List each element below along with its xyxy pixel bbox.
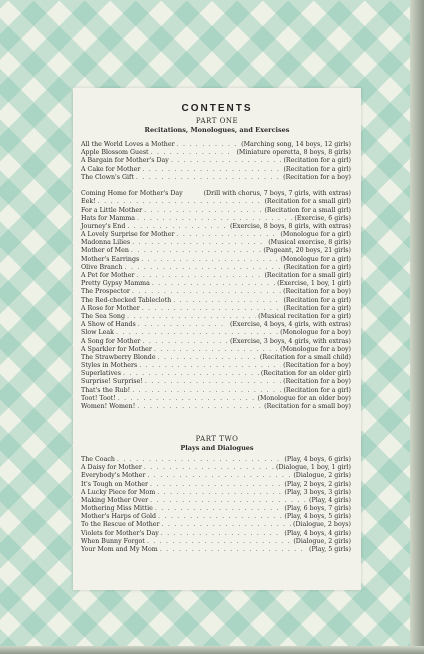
item-title: A Show of Hands (81, 321, 136, 329)
item-title: Everybody's Mother (81, 472, 146, 480)
dot-leader (162, 521, 292, 529)
dot-leader (98, 198, 263, 206)
item-description: (Recitation for a girl) (283, 304, 351, 312)
dot-leader (141, 256, 278, 264)
item-title: Mother's Earrings (81, 255, 140, 263)
list-item (81, 231, 351, 239)
list-item (81, 354, 351, 362)
item-title: Olive Branch (81, 263, 123, 271)
item-title: Slow Leak (81, 329, 114, 337)
list-item (81, 280, 351, 288)
list-item (81, 247, 351, 255)
dot-leader (144, 464, 274, 472)
item-description: (Recitation for a girl) (283, 296, 351, 304)
dot-leader (136, 272, 262, 280)
list-item (81, 472, 351, 480)
list-item (81, 497, 351, 505)
item-title: Surprise! Surprise! (81, 378, 143, 386)
list-item (81, 546, 351, 554)
list-item (81, 513, 351, 521)
list-item (81, 387, 351, 395)
list-item (81, 505, 351, 513)
list-item (81, 215, 351, 223)
dot-leader (160, 546, 307, 554)
dot-leader (173, 297, 281, 305)
item-title: Your Mom and My Mom (81, 546, 158, 554)
dot-leader (137, 215, 292, 223)
item-title: That's the Rub! (81, 386, 131, 394)
item-title: Mother of Men (81, 247, 129, 255)
dot-leader (144, 207, 262, 215)
dot-leader (132, 288, 281, 296)
list-item (81, 403, 351, 411)
list-item (81, 456, 351, 464)
item-description: (Recitation for a boy) (283, 378, 351, 386)
list-item (81, 198, 351, 206)
item-title: A Sparkler for Mother (81, 345, 152, 353)
dot-leader (157, 489, 282, 497)
dot-leader (177, 141, 240, 149)
part-one-label: PART ONE (195, 117, 239, 125)
item-title: When Bunny Forgot (81, 537, 145, 545)
item-title: To the Rescue of Mother (81, 521, 160, 529)
list-item (81, 223, 351, 231)
item-title: A Rose for Mother (81, 304, 140, 312)
list-item (81, 182, 351, 198)
item-description: (Dialogue, 2 boys) (293, 521, 351, 529)
item-description: (Play, 4 boys, 5 girls) (284, 513, 351, 521)
list-item (81, 346, 351, 354)
item-title: The Sea Song (81, 312, 125, 320)
dot-leader (117, 456, 282, 464)
dot-leader (158, 513, 282, 521)
dot-leader (137, 403, 262, 411)
dot-leader (118, 395, 256, 403)
item-title: Mothering Miss Mittie (81, 505, 153, 513)
item-title: A Cake for Mother (81, 165, 141, 173)
dot-leader (158, 354, 258, 362)
part-two-list (81, 456, 351, 554)
list-item (81, 272, 351, 280)
item-description: (Play, 6 boys, 7 girls) (284, 505, 351, 513)
list-item (81, 174, 351, 182)
item-title: Mother's Harps of Gold (81, 513, 157, 521)
item-description: (Exercise, 8 boys, 8 girls, with extras) (229, 222, 351, 230)
item-description: (Exercise, 6 girls) (294, 214, 351, 222)
dot-leader (150, 497, 307, 505)
item-title: It's Tough on Mother (81, 480, 149, 488)
list-item (81, 378, 351, 386)
dot-leader (123, 370, 259, 378)
item-description: (Play, 4 boys, 4 girls) (284, 529, 351, 537)
item-description: (Recitation for an older girl) (260, 370, 351, 378)
item-title: A Song for Mother (81, 337, 141, 345)
list-item (81, 370, 351, 378)
dot-leader (152, 280, 275, 288)
list-item (81, 149, 351, 157)
item-description: (Monologue for a boy) (280, 345, 351, 353)
item-description: (Play, 2 boys, 2 girls) (284, 480, 351, 488)
list-item (81, 141, 351, 149)
list-item (81, 489, 351, 497)
item-title: A Daisy for Mother (81, 464, 142, 472)
item-title: Violets for Mother's Day (81, 529, 159, 537)
dot-leader (145, 378, 281, 386)
dot-leader (142, 305, 282, 313)
dot-leader (138, 321, 228, 329)
part-one-list (81, 141, 351, 411)
item-title: The Red-checked Tablecloth (81, 296, 172, 304)
dot-leader (147, 472, 291, 480)
item-description: (Monologue for a girl) (280, 255, 351, 263)
dot-leader (142, 166, 281, 174)
dot-leader (131, 247, 261, 255)
list-item (81, 288, 351, 296)
list-item (81, 313, 351, 321)
list-item (81, 305, 351, 313)
item-title: Toot! Toot! (81, 394, 116, 402)
list-item (81, 395, 351, 403)
item-title: A Bargain for Mother's Day (81, 157, 169, 165)
list-item (81, 538, 351, 546)
item-title: Eek! (81, 198, 96, 206)
dot-leader (116, 329, 278, 337)
item-description: (Recitation for a small girl) (264, 272, 351, 279)
dot-leader (151, 149, 235, 157)
list-item (81, 321, 351, 329)
dot-leader (161, 530, 283, 538)
item-title: The Coach (81, 455, 115, 463)
item-title: Coming Home for Mother's Day (81, 190, 183, 198)
item-title: A Lucky Piece for Mom (81, 488, 156, 496)
dot-leader (125, 264, 282, 272)
item-title: The Prospector (81, 288, 130, 296)
list-item (81, 522, 351, 530)
dot-leader (150, 481, 282, 489)
part-one-subtitle: Recitations, Monologues, and Exercises (144, 126, 290, 134)
item-description: (Musical recitation for a girl) (258, 312, 351, 320)
item-description: (Pageant, 20 boys, 21 girls) (263, 247, 351, 255)
item-description: (Recitation for a girl) (283, 157, 351, 165)
cover-spine-edge (410, 0, 424, 654)
item-description: (Recitation for a small boy) (264, 403, 351, 410)
dot-leader (171, 157, 282, 165)
list-item (81, 157, 351, 165)
list-item (81, 338, 351, 346)
item-description: (Recitation for a girl) (283, 386, 351, 394)
list-item (81, 166, 351, 174)
list-item (81, 297, 351, 305)
item-title: Pretty Gypsy Mamma (81, 280, 150, 288)
item-description: (Miniature operetta, 8 boys, 8 girls) (236, 149, 351, 157)
item-title: Journey's End (81, 222, 126, 230)
item-description: (Dialogue, 2 girls) (293, 472, 351, 480)
item-description: (Recitation for a small girl) (264, 206, 351, 214)
dot-leader (139, 362, 281, 370)
dot-leader (176, 231, 278, 239)
item-title: Madonna Lilies (81, 239, 131, 247)
item-description: (Dialogue, 1 boy, 1 girl) (276, 464, 351, 472)
dot-leader (132, 387, 281, 395)
dot-leader (127, 223, 228, 231)
item-description: (Musical exercise, 8 girls) (268, 239, 351, 247)
item-title: Making Mother Over (81, 496, 149, 504)
dot-leader (142, 338, 228, 346)
list-item (81, 329, 351, 337)
item-title: The Strawberry Blonde (81, 353, 156, 361)
contents-title: CONTENTS (181, 103, 253, 114)
item-title: A Lovely Surprise for Mother (81, 231, 175, 239)
item-description: (Play, 4 girls) (309, 496, 351, 504)
list-item (81, 481, 351, 489)
item-description: (Recitation for a girl) (283, 263, 351, 271)
item-description: (Drill with chorus, 7 boys, 7 girls, with extras) (203, 190, 351, 198)
item-description: (Dialogue, 2 girls) (293, 537, 351, 545)
list-item (81, 207, 351, 215)
item-description: (Play, 5 girls) (309, 546, 351, 554)
dot-leader (127, 313, 256, 321)
item-description: (Exercise, 3 boys, 4 girls, with extras) (229, 337, 351, 345)
item-title: All the World Loves a Mother (81, 140, 175, 148)
item-title: Hats for Mamma (81, 214, 136, 222)
list-item (81, 256, 351, 264)
item-description: (Monologue for a boy) (280, 329, 351, 337)
item-description: (Exercise, 4 boys, 4 girls, with extras) (229, 321, 351, 329)
item-title: Apple Blossom Guest (81, 149, 149, 157)
dot-leader (132, 239, 266, 247)
item-title: A Pet for Mother (81, 272, 135, 279)
cover-bottom-edge (0, 646, 424, 654)
dot-leader (136, 174, 281, 182)
item-description: (Exercise, 1 boy, 1 girl) (277, 280, 351, 288)
item-title: Women! Women! (81, 403, 136, 410)
contents-panel (73, 88, 361, 590)
dot-leader (155, 505, 283, 513)
part-two-subtitle: Plays and Dialogues (180, 444, 254, 452)
list-item (81, 464, 351, 472)
item-title: For a Little Mother (81, 206, 143, 214)
item-description: (Marching song, 14 boys, 12 girls) (241, 140, 351, 148)
item-description: (Play, 4 boys, 6 girls) (284, 455, 351, 463)
item-description: (Recitation for a boy) (283, 288, 351, 296)
dot-leader (154, 346, 278, 354)
item-description: (Monologue for an older boy) (257, 394, 351, 402)
item-title: Superlatives (81, 370, 121, 378)
list-item (81, 530, 351, 538)
item-description: (Monologue for a girl) (280, 231, 351, 239)
item-description: (Recitation for a small girl) (264, 198, 351, 206)
list-item (81, 264, 351, 272)
item-description: (Recitation for a boy) (283, 173, 351, 181)
item-description: (Recitation for a girl) (283, 165, 351, 173)
list-item (81, 239, 351, 247)
item-description: (Play, 3 boys, 3 girls) (284, 488, 351, 496)
dot-leader (147, 538, 291, 546)
item-title: Styles in Mothers (81, 362, 138, 370)
item-description: (Recitation for a small child) (259, 353, 351, 361)
list-item (81, 362, 351, 370)
part-two-label: PART TWO (195, 435, 239, 443)
item-description: (Recitation for a boy) (283, 362, 351, 370)
item-title: The Clown's Gift (81, 173, 134, 181)
